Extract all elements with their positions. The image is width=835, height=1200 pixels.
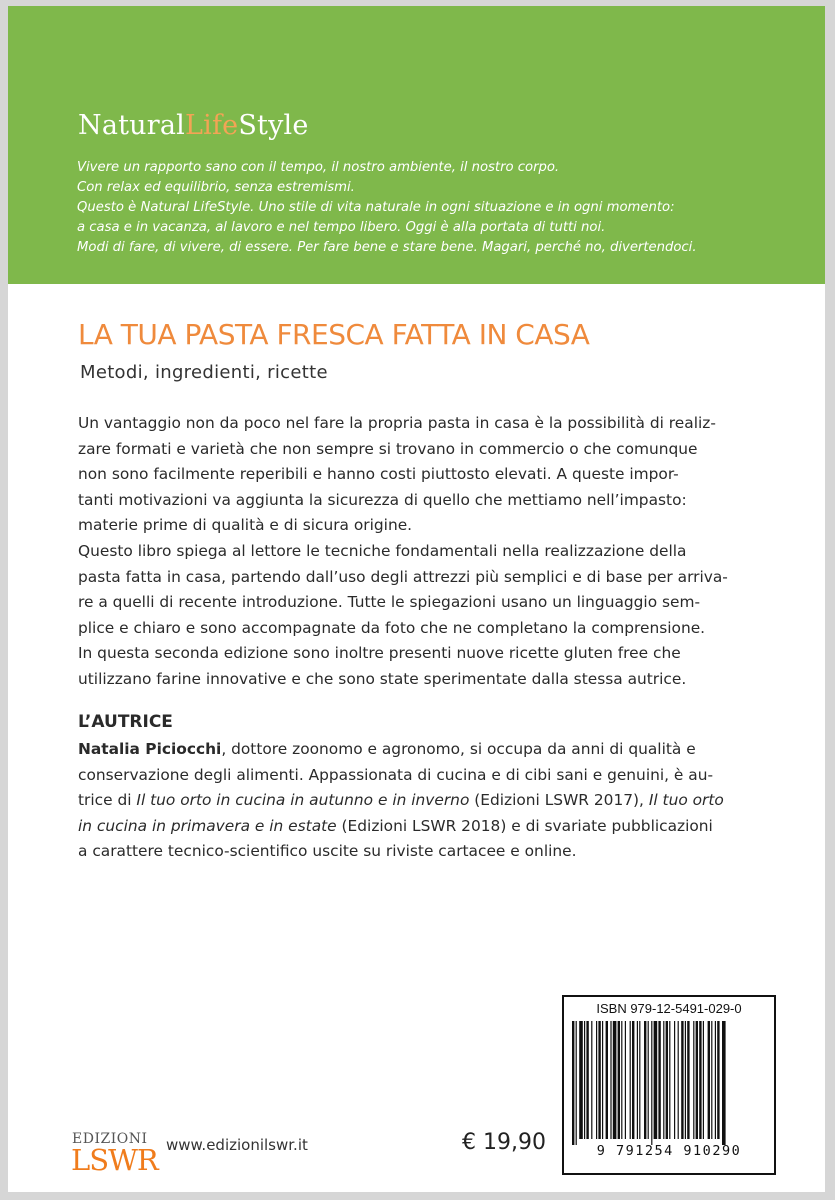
barcode-digits: 9 791254 910290 (596, 1143, 742, 1159)
barcode-bar (644, 1021, 646, 1139)
barcode-bar (584, 1021, 585, 1139)
barcode-bar (663, 1021, 664, 1139)
description-line: tanti motivazioni va aggiunta la sicurezza di quello che mettiamo nell’impasto: (78, 490, 687, 509)
description-line: non sono facilmente reperibili e hanno costi piuttosto elevati. A queste impor- (78, 465, 679, 484)
publisher-logo-top: EDIZIONI (72, 1131, 148, 1147)
barcode-bar (596, 1021, 597, 1139)
barcode-bars (568, 1021, 770, 1145)
green-header-band (8, 6, 825, 284)
barcode-bar (693, 1021, 694, 1139)
barcode-bar (579, 1021, 583, 1139)
barcode-bar (591, 1021, 592, 1139)
barcode-bar (699, 1021, 701, 1139)
book-subtitle: Metodi, ingredienti, ricette (80, 362, 328, 383)
manifesto-line: Vivere un rapporto sano con il tempo, il nostro ambiente, il nostro corpo. (77, 160, 560, 175)
barcode-bar (586, 1021, 588, 1139)
author-bio (78, 737, 778, 865)
description-line: Questo libro spiega al lettore le tecniche fondamentali nella realizzazione della (78, 541, 687, 560)
barcode-bar (678, 1021, 679, 1139)
barcode-bar (681, 1021, 683, 1139)
series-logo (78, 110, 309, 141)
barcode-bar (711, 1021, 712, 1139)
barcode-bar (598, 1021, 600, 1139)
book-back-cover (8, 6, 825, 1192)
barcode-bar (630, 1021, 631, 1139)
barcode-bar (658, 1021, 660, 1139)
author-heading: L’AUTRICE (78, 712, 173, 732)
barcode-bar (696, 1021, 698, 1139)
barcode-bar (632, 1021, 634, 1139)
barcode-bar (669, 1021, 670, 1139)
description-line: plice e chiaro e sono accompagnate da foto che ne completano la comprensione. (78, 618, 706, 637)
manifesto-line: Modi di fare, di vivere, di essere. Per fare bene e stare bene. Magari, perché no, divertendoci. (77, 240, 697, 255)
barcode-bar (606, 1021, 608, 1139)
barcode-bar (637, 1021, 638, 1139)
manifesto-line: Questo è Natural LifeStyle. Uno stile di vita naturale in ogni situazione e in ogni momento: (77, 200, 675, 215)
barcode-bar (715, 1021, 716, 1139)
author-bio-line (78, 737, 778, 763)
publisher-logo (72, 1131, 172, 1191)
author-bio-line: conservazione degli alimenti. Appassionata di cucina e di cibi sani e genuini, è au- (78, 765, 714, 784)
barcode-bar (674, 1021, 675, 1139)
barcode-bar (722, 1021, 726, 1145)
barcode-bar (602, 1021, 603, 1139)
barcode-bar (572, 1021, 574, 1145)
manifesto-line: a casa e in vacanza, al lavoro e nel tempo libero. Oggi è alla portata di tutti noi. (77, 220, 606, 235)
barcode-bar (703, 1021, 704, 1139)
barcode-bar (654, 1021, 658, 1139)
isbn-label: ISBN 979-12-5491-029-0 (596, 1001, 742, 1016)
barcode-bar (610, 1021, 611, 1139)
author-bio-text: , dottore zoonomo e agronomo, si occupa da anni di qualità e (221, 740, 696, 758)
barcode-bar (717, 1021, 719, 1139)
barcode-bar (576, 1021, 577, 1145)
description-line: re a quelli di recente introduzione. Tutte le spiegazioni usano un linguaggio sem- (78, 593, 701, 612)
author-bio-line: a carattere tecnico-scientifico uscite su riviste cartacee e online. (78, 842, 577, 861)
barcode-bar (618, 1021, 620, 1139)
series-manifesto (77, 158, 797, 258)
barcode-bar (648, 1021, 649, 1139)
barcode-bar (625, 1021, 626, 1139)
series-logo-prefix: Natural (78, 110, 186, 141)
author-bio-line (78, 788, 778, 814)
author-bio-line (78, 814, 778, 840)
description-line: pasta fatta in casa, partendo dall’uso degli attrezzi più semplici e di base per arriva- (78, 567, 728, 586)
manifesto-line: Con relax ed equilibrio, senza estremismi. (77, 180, 355, 195)
barcode-bar (639, 1021, 640, 1139)
book-reference: Il tuo orto in cucina in autunno e in inverno (136, 791, 470, 810)
barcode-bar (651, 1021, 652, 1145)
barcode-bar (621, 1021, 622, 1139)
author-bio-text: (Edizioni LSWR 2017), (469, 791, 649, 810)
price: € 19,90 (462, 1130, 546, 1155)
book-reference: Il tuo orto (648, 791, 724, 810)
description-line: zare formati e varietà che non sempre si trovano in commercio o che comunque (78, 439, 698, 458)
description-line: materie prime di qualità e di sicura origine. (78, 516, 413, 535)
book-reference: in cucina in primavera e in estate (78, 816, 337, 835)
barcode-bar (708, 1021, 710, 1139)
barcode-bar (685, 1021, 686, 1139)
publisher-website[interactable]: www.edizionilswr.it (166, 1136, 308, 1154)
author-bio-text: trice di (78, 791, 137, 810)
author-bio-text: (Edizioni LSWR 2018) e di svariate pubblicazioni (336, 816, 713, 835)
series-logo-accent: Life (185, 110, 239, 141)
barcode-bar (666, 1021, 668, 1139)
description-line: utilizzano farine innovative e che sono state sperimentate dalla stessa autrice. (78, 669, 687, 688)
series-logo-suffix: Style (238, 110, 309, 141)
barcode-bar (687, 1021, 689, 1139)
book-title: LA TUA PASTA FRESCA FATTA IN CASA (78, 318, 590, 351)
publisher-logo-bottom: LSWR (71, 1143, 158, 1177)
description-line: In questa seconda edizione sono inoltre presenti nuove ricette gluten free che (78, 644, 681, 663)
barcode-bar (613, 1021, 617, 1139)
author-name: Natalia Piciocchi (78, 740, 222, 758)
description-line: Un vantaggio non da poco nel fare la propria pasta in casa è la possibilità di realiz- (78, 414, 716, 432)
book-description (78, 411, 778, 693)
isbn-barcode (562, 995, 776, 1175)
